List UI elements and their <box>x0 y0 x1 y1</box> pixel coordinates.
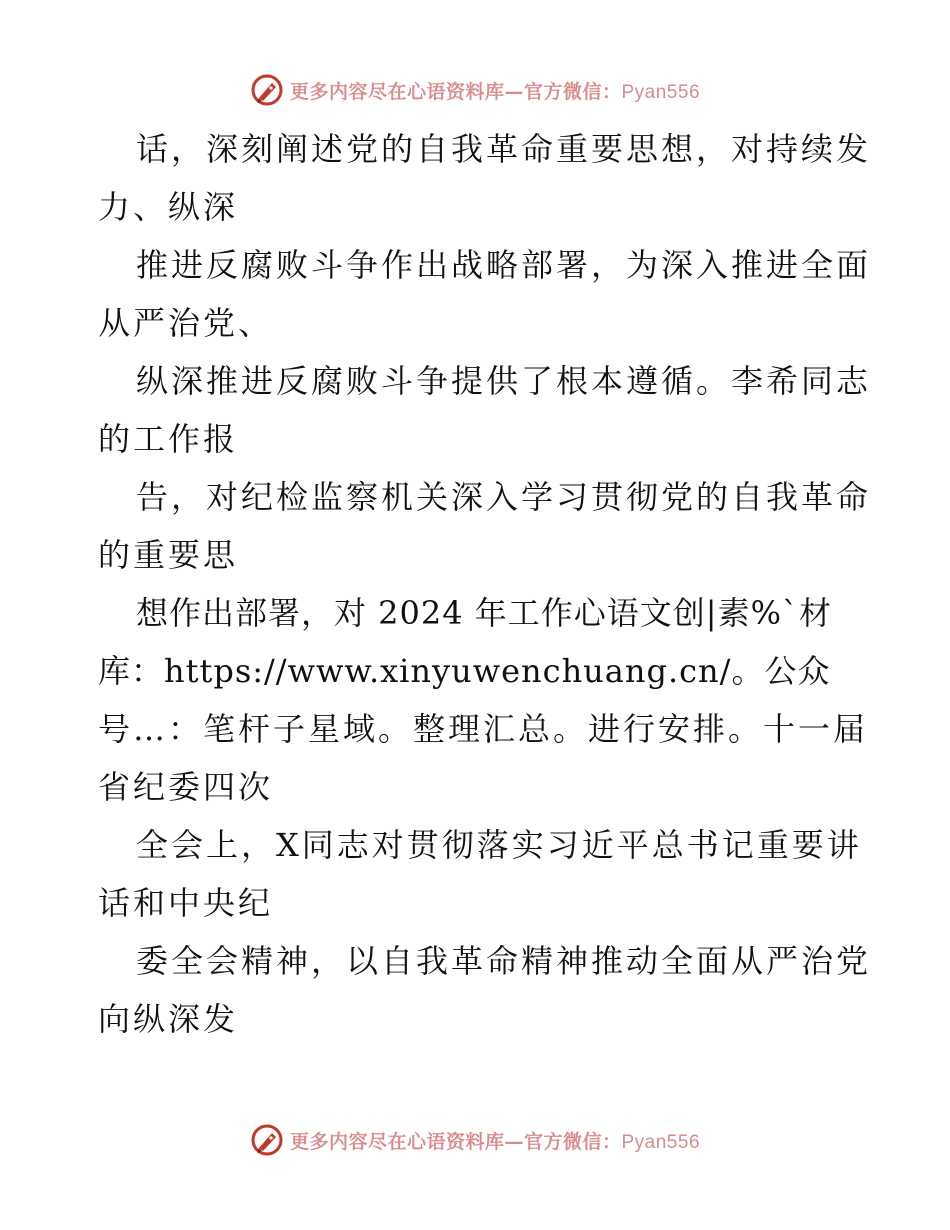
body-line: 号…：笔杆子星域。整理汇总。进行安排。十一届 <box>98 710 869 748</box>
body-line: 的工作报 <box>98 420 239 458</box>
header-banner-handle: Pyan556 <box>621 81 701 103</box>
header-banner <box>0 70 950 110</box>
body-line: 全会上，X同志对贯彻落实习近平总书记重要讲 <box>136 826 862 864</box>
body-line: 库：https://www.xinyuwenchuang.cn/。公众 <box>98 652 831 690</box>
pen-logo-icon <box>250 73 284 107</box>
body-line: 话和中央纪 <box>98 884 274 922</box>
body-line: 委全会精神，以自我革命精神推动全面从严治党 <box>136 942 872 980</box>
document-body <box>98 120 872 1048</box>
footer-banner <box>0 1120 950 1160</box>
footer-banner-handle: Pyan556 <box>621 1131 701 1153</box>
body-line: 想作出部署，对 2024 年工作心语文创|素%`材 <box>136 594 832 632</box>
body-line: 告，对纪检监察机关深入学习贯彻党的自我革命 <box>136 478 872 516</box>
footer-banner-text: 更多内容尽在心语资料库—官方微信：Pyan556 <box>289 1130 701 1153</box>
body-line: 纵深推进反腐败斗争提供了根本遵循。李希同志 <box>136 362 872 400</box>
body-line: 推进反腐败斗争作出战略部署，为深入推进全面 <box>136 246 872 284</box>
body-line: 话，深刻阐述党的自我革命重要思想，对持续发 <box>136 130 872 168</box>
body-line: 力、纵深 <box>98 188 239 226</box>
body-line: 从严治党、 <box>98 304 274 342</box>
body-line: 向纵深发 <box>98 1000 239 1038</box>
pen-logo-icon <box>250 1123 284 1157</box>
body-line: 的重要思 <box>98 536 239 574</box>
header-banner-text: 更多内容尽在心语资料库—官方微信：Pyan556 <box>289 80 701 103</box>
body-line: 省纪委四次 <box>98 768 274 806</box>
